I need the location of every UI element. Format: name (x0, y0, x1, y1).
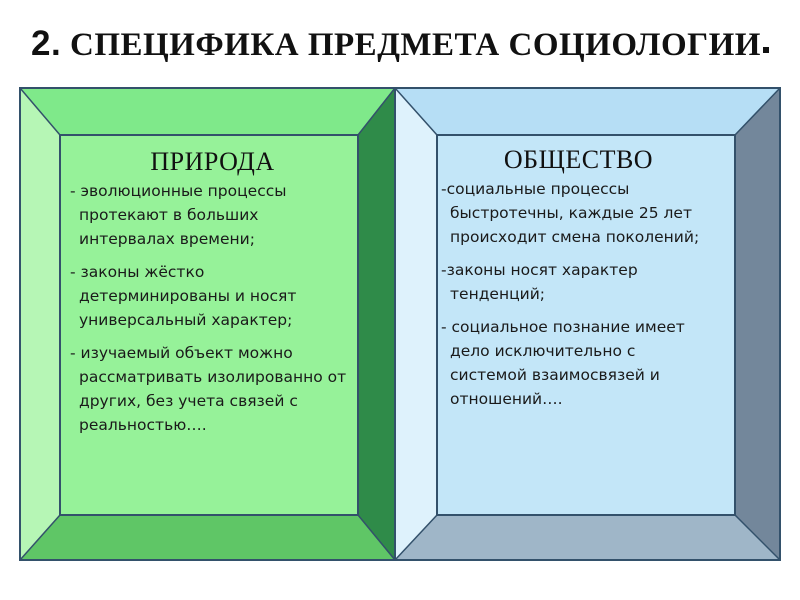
society-point: - социальное познание имеет дело исключительно с системой взаимосвязей и отношений…. (441, 318, 685, 408)
society-bevel-left (395, 88, 437, 560)
nature-bevel-top (20, 88, 395, 135)
nature-panel (70, 147, 355, 446)
society-heading: ОБЩЕСТВО (503, 145, 654, 174)
society-point: -социальные процессы быстротечны, каждые 25 лет происходит смена поколений; (441, 180, 700, 246)
society-bevel-top (395, 88, 780, 135)
nature-point: - законы жёстко детерминированы и носят универсальный характер; (70, 263, 297, 329)
title-number: 2. (31, 24, 62, 63)
society-bevel-bottom (395, 515, 780, 560)
society-point-list (441, 177, 716, 411)
nature-point: - изучаемый объект можно рассматривать изолированно от других, без учета связей с реальностью…. (70, 344, 347, 434)
society-point: -законы носят характер тенденций; (441, 261, 638, 303)
society-panel (441, 145, 716, 420)
nature-bevel-left (20, 88, 60, 560)
nature-heading: ПРИРОДА (150, 147, 275, 176)
nature-bevel-bottom (20, 515, 395, 560)
title-text: СПЕЦИФИКА ПРЕДМЕТА СОЦИОЛОГИИ (69, 27, 761, 63)
nature-point-list (70, 179, 355, 437)
nature-bevel-right (358, 88, 395, 560)
society-bevel-right (735, 88, 780, 560)
nature-point: - эволюционные процессы протекают в больших интервалах времени; (70, 182, 287, 248)
